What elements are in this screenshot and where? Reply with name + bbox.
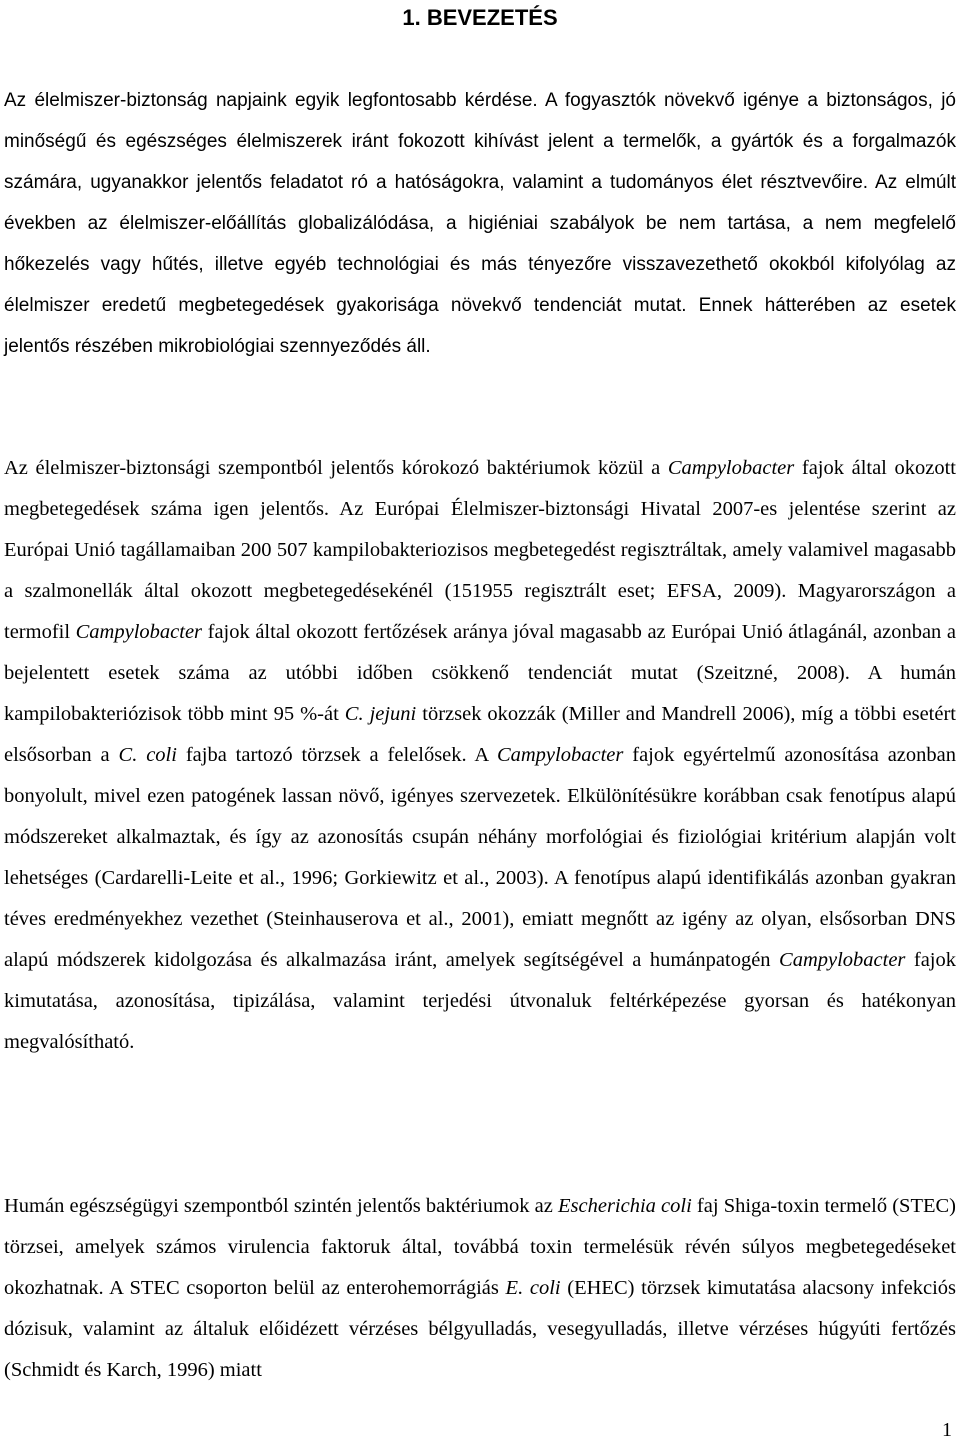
p3-text-e: (EHEC) törzsek kimutatása alacsony infekciós dózisuk, valamint az általuk előidézett vérzéses bélgyulladás, vesegyulladás, illetve vérzéses húgyúti fertőzés (Schmidt és Karch, 1996) miatt <box>4 1277 956 1381</box>
p2-italic-b: Campylobacter <box>667 457 795 479</box>
p2-italic-d: Campylobacter <box>75 621 203 643</box>
section-heading: 1. BEVEZETÉS <box>402 5 558 30</box>
p2-text-c: fajok által okozott megbetegedések száma igen jelentős. Az Európai Élelmiszer-biztonsági Hivatal 2007-es jelentése szerint az Európai Unió tagállamaiban 200 507 kampilobakteriozisos megbetegedést regisztráltak, amely valamivel magasabb a szalmonellák által okozott megbetegedésekénél (151955 regisztrált eset; EFSA, 2009). Magyarországon a termofil <box>4 457 956 643</box>
paragraph-campylobacter <box>4 448 956 1063</box>
p2-text-i: fajba tartozó törzsek a felelősek. A <box>176 744 497 766</box>
paragraph-intro: Az élelmiszer-biztonság napjaink egyik legfontosabb kérdése. A fogyasztók növekvő igénye a biztonságos, jó minőségű és egészséges élelmiszerek iránt fokozott kihívást jelent a termelők, a gyártók és a forgalmazók számára, ugyanakkor jelentős feladatot ró a hatóságokra, valamint a tudományos élet résztvevőire. Az elmúlt években az élelmiszer-előállítás globalizálódása, a higiéniai szabályok be nem tartása, a nem megfelelő hőkezelés vagy hűtés, illetve egyéb technológiai és más tényezőre visszavezethető okokból kifolyólag az élelmiszer eredetű megbetegedések gyakorisága növekvő tendenciát mutat. Ennek hátterében az esetek jelentős részében mikrobiológiai szennyeződés áll. <box>4 90 956 357</box>
p2-italic-l: Campylobacter <box>779 949 906 971</box>
p2-text-a: Az élelmiszer-biztonsági szempontból jelentős kórokozó baktériumok közül a <box>4 457 668 479</box>
p2-text-e: fajok által okozott fertőzések aránya jóval magasabb az Európai Unió átlagánál, azonban a bejelentett esetek száma az utóbbi időben csökkenő tendenciát mutat (Szeitzné, 2008). A humán kampilobakteriózisok több mint 95 %-át <box>4 621 956 725</box>
p3-text-c: faj Shiga-toxin termelő (STEC) törzsei, amelyek számos virulencia faktoruk által, továbbá toxin termelésük révén súlyos megbetegedéseket okozhatnak. A STEC csoporton belül az enterohemorrágiás <box>4 1195 957 1299</box>
p2-text-g: törzsek okozzák (Miller and Mandrell 2006), míg a többi esetért elsősorban a <box>4 703 956 766</box>
p3-italic-b: Escherichia coli <box>558 1195 692 1217</box>
p3-text-a: Humán egészségügyi szempontból szintén jelentős baktériumok az <box>4 1195 558 1217</box>
p2-text-k: fajok egyértelmű azonosítása azonban bonyolult, mivel ezen patogének lassan növő, igényes szervezetek. Elkülönítésükre korábban csak fenotípus alapú módszereket alkalmaztak, és így az azonosítás csupán néhány morfológiai és fiziológiai kritérium alapján volt lehetséges (Cardarelli-Leite et al., 1996; Gorkiewitz et al., 2003). A fenotípus alapú identifikálás azonban gyakran téves eredményekhez vezethet (Steinhauserova et al., 2001), emiatt megnőtt az igény az olyan, elsősorban DNS alapú módszerek kidolgozása és alkalmazása iránt, amelyek segítségével a humánpatogén <box>4 744 956 971</box>
paragraph-stec <box>4 1186 956 1391</box>
p2-italic-f: C. jejuni <box>344 703 417 725</box>
p2-italic-j: Campylobacter <box>496 744 624 766</box>
p2-text-m: fajok kimutatása, azonosítása, tipizálása, valamint terjedési útvonaluk feltérképezése gyorsan és hatékonyan megvalósítható. <box>4 949 956 1053</box>
p2-italic-h: C. coli <box>118 744 177 766</box>
p3-italic-d: E. coli <box>505 1277 561 1299</box>
page-number: 1 <box>942 1419 952 1441</box>
